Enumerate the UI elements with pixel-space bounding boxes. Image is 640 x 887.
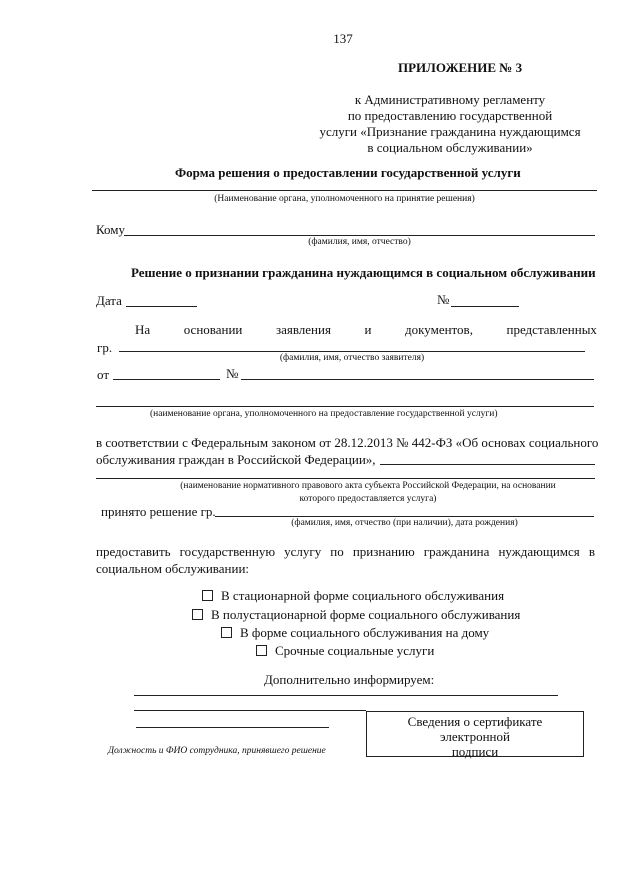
provide-word: по: [330, 544, 344, 559]
signature-line[interactable]: [136, 727, 329, 728]
checkbox-icon[interactable]: [221, 627, 232, 638]
applicant-field[interactable]: [119, 351, 585, 352]
basis-text: [135, 322, 597, 338]
basis-word: основании: [183, 322, 243, 337]
option-stationary[interactable]: [202, 588, 504, 604]
appendix-title: ПРИЛОЖЕНИЕ № 3: [398, 60, 523, 75]
basis-word: заявления: [275, 322, 331, 337]
option-label: В полустационарной форме социального обслуживания: [211, 607, 521, 622]
form-title: Форма решения о предоставлении государственной услуги: [175, 165, 521, 180]
organ-service-caption: (наименование органа, уполномоченного на предоставление государственной услуги): [150, 409, 498, 419]
checkbox-icon[interactable]: [192, 609, 203, 620]
provide-word: нуждающимся: [498, 544, 580, 559]
signature-caption: Должность и ФИО сотрудника, принявшего решение: [108, 746, 326, 756]
number-field[interactable]: [451, 306, 519, 307]
ot-number-field[interactable]: [241, 379, 594, 380]
komu-field[interactable]: [124, 235, 595, 236]
basis-word: и: [364, 322, 372, 337]
certificate-line: подписи: [451, 744, 499, 759]
option-urgent[interactable]: [256, 643, 434, 659]
komu-caption: (фамилия, имя, отчество): [308, 237, 411, 247]
act-line[interactable]: [96, 478, 595, 479]
decision-gr-label: принято решение гр.: [101, 504, 216, 519]
certificate-box: [366, 711, 584, 757]
additional-info-label: Дополнительно информируем:: [264, 672, 435, 687]
provide-word: предоставить: [96, 544, 171, 559]
additional-info-line[interactable]: [134, 695, 558, 696]
provide-text-line1: [96, 544, 595, 560]
ot-label: от: [97, 367, 110, 382]
decision-gr-caption: (фамилия, имя, отчество (при наличии), дата рождения): [291, 518, 518, 528]
act-caption: [148, 480, 588, 506]
provide-word: в: [588, 544, 595, 559]
decision-title: Решение о признании гражданина нуждающимся в социальном обслуживании: [131, 265, 596, 280]
option-label: Срочные социальные услуги: [275, 643, 435, 658]
appendix-line: в социальном обслуживании»: [367, 140, 533, 155]
provide-word: государственную: [179, 544, 276, 559]
organ-service-line[interactable]: [96, 406, 594, 407]
appendix-line: к Административному регламенту: [354, 92, 546, 107]
option-label: В форме социального обслуживания на дому: [240, 625, 490, 640]
checkbox-icon[interactable]: [202, 590, 213, 601]
basis-word: документов,: [405, 322, 473, 337]
certificate-line: электронной: [440, 729, 510, 744]
number-label: №: [437, 292, 450, 307]
appendix-line: услуги «Признание гражданина нуждающимся: [319, 124, 581, 139]
organ-line[interactable]: [92, 190, 597, 191]
organ-caption: (Наименование органа, уполномоченного на принятие решения): [214, 194, 475, 204]
law-text-line2: обслуживания граждан в Российской Федерации»,: [96, 452, 376, 467]
provide-word: гражданина: [423, 544, 490, 559]
decision-gr-field[interactable]: [215, 516, 594, 517]
provide-text-line2: социальном обслуживании:: [96, 561, 250, 576]
checkbox-icon[interactable]: [256, 645, 267, 656]
law-field[interactable]: [380, 464, 595, 465]
basis-word: На: [135, 322, 151, 337]
provide-word: услугу: [284, 544, 322, 559]
basis-word: представленных: [506, 322, 597, 337]
appendix-subtitle: [300, 92, 600, 156]
appendix-line: по предоставлению государственной: [347, 108, 553, 123]
ot-number-label: №: [226, 366, 239, 381]
option-home[interactable]: [221, 625, 489, 641]
certificate-line: Сведения о сертификате: [407, 714, 543, 729]
gr-label: гр.: [97, 340, 113, 355]
act-caption-line: (наименование нормативного правового акта субъекта Российской Федерации, на основании: [180, 481, 556, 491]
option-semistationary[interactable]: [192, 607, 520, 623]
option-label: В стационарной форме социального обслуживания: [221, 588, 505, 603]
law-text-line1: в соответствии с Федеральным законом от 28.12.2013 № 442-ФЗ «Об основах социального: [96, 435, 599, 450]
additional-info-line[interactable]: [134, 710, 366, 711]
date-label: Дата: [96, 293, 122, 308]
act-caption-line: которого предоставляется услуга): [299, 494, 437, 504]
komu-label: Кому: [96, 222, 126, 237]
applicant-caption: (фамилия, имя, отчество заявителя): [279, 353, 425, 363]
provide-word: признанию: [352, 544, 415, 559]
page-number: 137: [333, 31, 353, 46]
date-field[interactable]: [126, 306, 197, 307]
ot-date-field[interactable]: [113, 379, 220, 380]
